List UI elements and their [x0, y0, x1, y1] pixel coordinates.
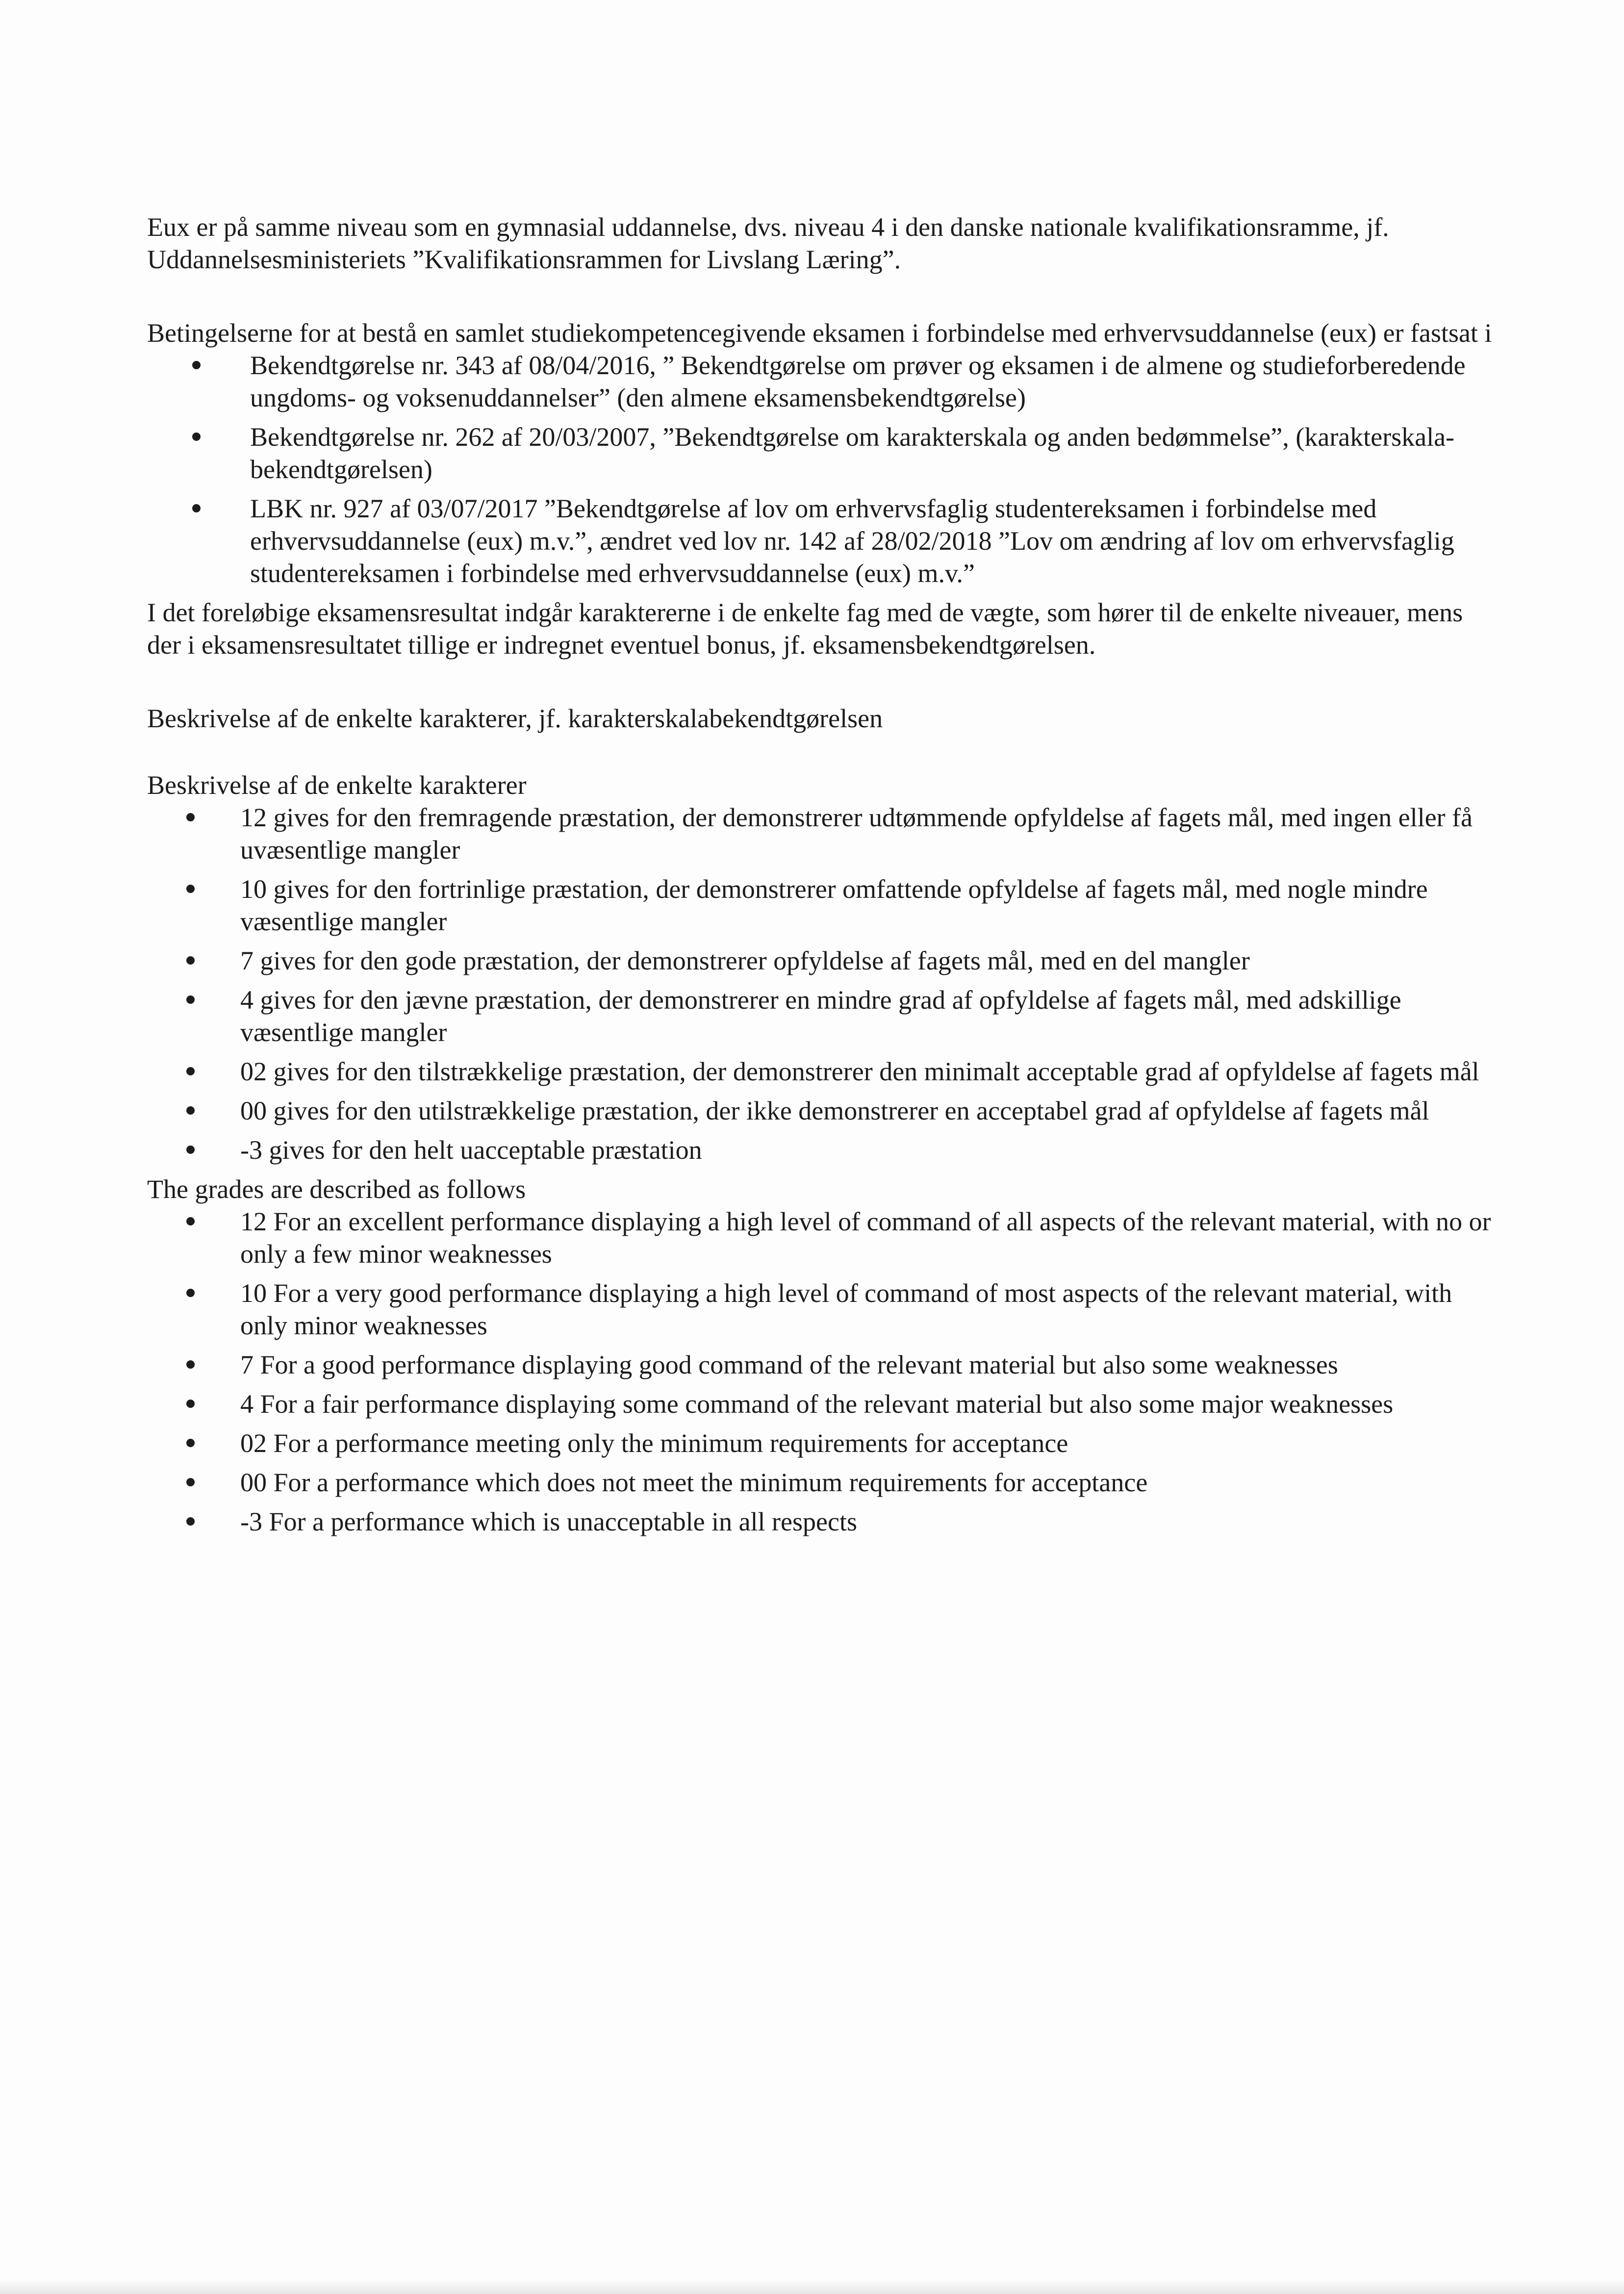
bullet-icon: [186, 956, 195, 965]
list-item: LBK nr. 927 af 03/07/2017 ”Bekendtgørelse af lov om erhvervsfaglig studentereksamen i forbindelse med erhvervsuddannelse (eux) m.v.”, ændret ved lov nr. 142 af 28/02/2018 ”Lov om ændring af lov om erhvervsfaglig studentereksamen i forbindelse med erhvervsuddannelse (eux) m.v.”: [147, 492, 1500, 589]
bullet-icon: [186, 1517, 195, 1526]
grades-en-list: [147, 1205, 1500, 1538]
document-body: [147, 211, 1500, 1545]
bullet-icon: [186, 1439, 195, 1447]
list-item: 12 gives for den fremragende præstation, der demonstrerer udtømmende opfyldelse af fagets mål, med ingen eller få uvæsentlige mangler: [147, 801, 1500, 866]
grades-da-heading: Beskrivelse af de enkelte karakterer: [147, 770, 527, 800]
list-item: -3 For a performance which is unacceptable in all respects: [147, 1505, 1500, 1538]
description-reference: Beskrivelse af de enkelte karakterer, jf. karakterskalabekendtgørelsen: [147, 704, 883, 733]
list-item: 4 gives for den jævne præstation, der demonstrerer en mindre grad af opfyldelse af fagets mål, med adskillige væsentlige mangler: [147, 984, 1500, 1048]
bullet-icon: [192, 433, 201, 441]
bullet-icon: [186, 885, 195, 893]
result-paragraph: I det foreløbige eksamensresultat indgår karaktererne i de enkelte fag med de vægte, som hører til de enkelte niveauer, mens der i eksamensresultatet tillige er indregnet eventuel bonus, jf. eksamensbekendtgørelsen.: [147, 598, 1463, 660]
bullet-icon: [186, 1146, 195, 1154]
grades-en-heading: The grades are described as follows: [147, 1174, 526, 1204]
list-item: 7 gives for den gode præstation, der demonstrerer opfyldelse af fagets mål, med en del mangler: [147, 944, 1500, 977]
bullet-icon: [192, 504, 201, 512]
bullet-icon: [186, 995, 195, 1004]
regulations-list: [147, 349, 1500, 589]
list-item: 10 gives for den fortrinlige præstation, der demonstrerer omfattende opfyldelse af fagets mål, med nogle mindre væsentlige mangler: [147, 873, 1500, 938]
list-item: 02 For a performance meeting only the minimum requirements for acceptance: [147, 1427, 1500, 1459]
list-item: 7 For a good performance displaying good command of the relevant material but also some weaknesses: [147, 1349, 1500, 1381]
bullet-icon: [186, 1217, 195, 1225]
intro-paragraph-conditions: Betingelserne for at bestå en samlet studiekompetencegivende eksamen i forbindelse med erhvervsuddannelse (eux) er fastsat i: [147, 318, 1492, 348]
bullet-icon: [186, 1360, 195, 1369]
grades-da-list: [147, 801, 1500, 1166]
bullet-icon: [186, 1106, 195, 1115]
list-item: 10 For a very good performance displaying a high level of command of most aspects of the relevant material, with only minor weaknesses: [147, 1277, 1500, 1342]
intro-paragraph-eux-level: Eux er på samme niveau som en gymnasial uddannelse, dvs. niveau 4 i den danske nationale kvalifikationsramme, jf. Uddannelsesministeriets ”Kvalifikationsrammen for Livslang Læring”.: [147, 212, 1389, 274]
scan-shadow-edge: [0, 2279, 1624, 2294]
list-item: -3 gives for den helt uacceptable præstation: [147, 1134, 1500, 1166]
bullet-icon: [186, 1067, 195, 1075]
bullet-icon: [186, 813, 195, 821]
bullet-icon: [192, 361, 201, 369]
list-item: 02 gives for den tilstrækkelige præstation, der demonstrerer den minimalt acceptable grad af opfyldelse af fagets mål: [147, 1055, 1500, 1088]
list-item: 4 For a fair performance displaying some command of the relevant material but also some major weaknesses: [147, 1388, 1500, 1420]
list-item: 00 For a performance which does not meet the minimum requirements for acceptance: [147, 1466, 1500, 1499]
bullet-icon: [186, 1400, 195, 1408]
list-item: 12 For an excellent performance displaying a high level of command of all aspects of the relevant material, with no or only a few minor weaknesses: [147, 1205, 1500, 1270]
list-item: Bekendtgørelse nr. 343 af 08/04/2016, ” Bekendtgørelse om prøver og eksamen i de almene og studieforberedende ungdoms- og voksenuddannelser” (den almene eksamensbekendtgørelse): [147, 349, 1500, 414]
list-item: 00 gives for den utilstrækkelige præstation, der ikke demonstrerer en acceptabel grad af opfyldelse af fagets mål: [147, 1095, 1500, 1127]
list-item: Bekendtgørelse nr. 262 af 20/03/2007, ”Bekendtgørelse om karakterskala og anden bedømmelse”, (karakterskala-bekendtgørelsen): [147, 421, 1500, 485]
bullet-icon: [186, 1289, 195, 1297]
bullet-icon: [186, 1478, 195, 1486]
